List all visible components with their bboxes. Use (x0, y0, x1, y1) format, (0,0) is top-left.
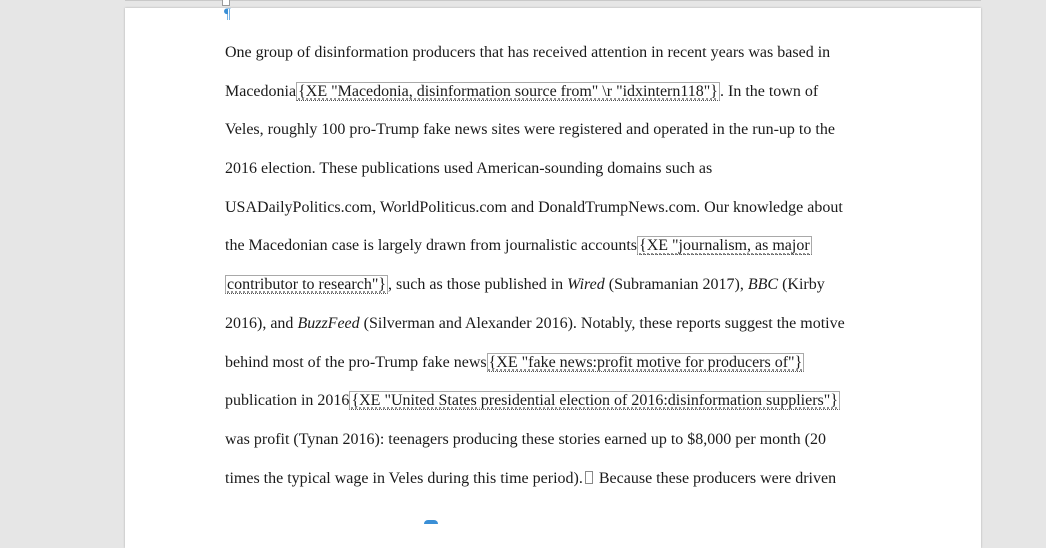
text-line[interactable] (225, 154, 885, 193)
text-run: 2016), and (225, 314, 298, 332)
ruler-strip (0, 0, 1046, 8)
text-line[interactable] (225, 386, 885, 425)
text-run: Macedonia (225, 82, 297, 100)
text-run: (Subramanian 2017), (604, 276, 748, 294)
footnote-reference-mark[interactable] (585, 471, 593, 484)
text-line[interactable] (225, 231, 885, 270)
text-line[interactable] (225, 464, 885, 503)
page-top-edge (125, 0, 981, 1)
italic-text: Wired (567, 276, 605, 294)
text-run: Because these producers were driven (594, 469, 837, 487)
text-line[interactable] (225, 348, 885, 387)
text-run: USADailyPolitics.com, WorldPoliticus.com and DonaldTrumpNews.com. Our knowledge about (225, 198, 843, 216)
text-run: the Macedonian case is largely drawn from journalistic accounts (225, 237, 638, 255)
text-run: , such as those published in (388, 276, 568, 294)
document-body[interactable] (225, 38, 885, 502)
index-entry-field[interactable]: contributor to research"} (227, 276, 387, 294)
text-run: times the typical wage in Veles during this time period). (225, 469, 583, 487)
italic-text: BBC (747, 276, 779, 294)
text-run: publication in 2016 (225, 392, 350, 410)
index-entry-field[interactable]: {XE "Macedonia, disinformation source from" \r "idxintern118"} (298, 82, 718, 100)
text-line[interactable] (225, 193, 885, 232)
text-line[interactable] (225, 270, 885, 309)
text-run: (Silverman and Alexander 2016). Notably, these reports suggest the motive (359, 314, 845, 332)
text-line[interactable] (225, 309, 885, 348)
text-line[interactable] (225, 77, 885, 116)
text-run: One group of disinformation producers that has received attention in recent years was based in (225, 44, 831, 61)
text-line[interactable] (225, 38, 885, 77)
index-entry-field[interactable]: {XE "United States presidential election of 2016:disinformation suppliers"} (351, 392, 838, 410)
text-line[interactable] (225, 115, 885, 154)
paragraph-mark-icon: ¶ (224, 6, 231, 22)
text-run: was profit (Tynan 2016): teenagers producing these stories earned up to $8,000 per month (20 (225, 430, 826, 448)
text-run: 2016 election. These publications used American-sounding domains such as (225, 160, 713, 178)
italic-text: BuzzFeed (297, 314, 360, 332)
text-run: Veles, roughly 100 pro-Trump fake news sites were registered and operated in the run-up to the (225, 121, 835, 139)
text-line[interactable] (225, 425, 885, 464)
scroll-position-marker (424, 520, 438, 524)
text-run: behind most of the pro-Trump fake news (225, 353, 487, 371)
index-entry-field[interactable]: {XE "fake news:profit motive for producers of"} (488, 353, 803, 371)
text-run: (Kirby (778, 276, 825, 294)
text-run: . In the town of (719, 82, 819, 100)
index-entry-field[interactable]: {XE "journalism, as major (639, 237, 810, 255)
